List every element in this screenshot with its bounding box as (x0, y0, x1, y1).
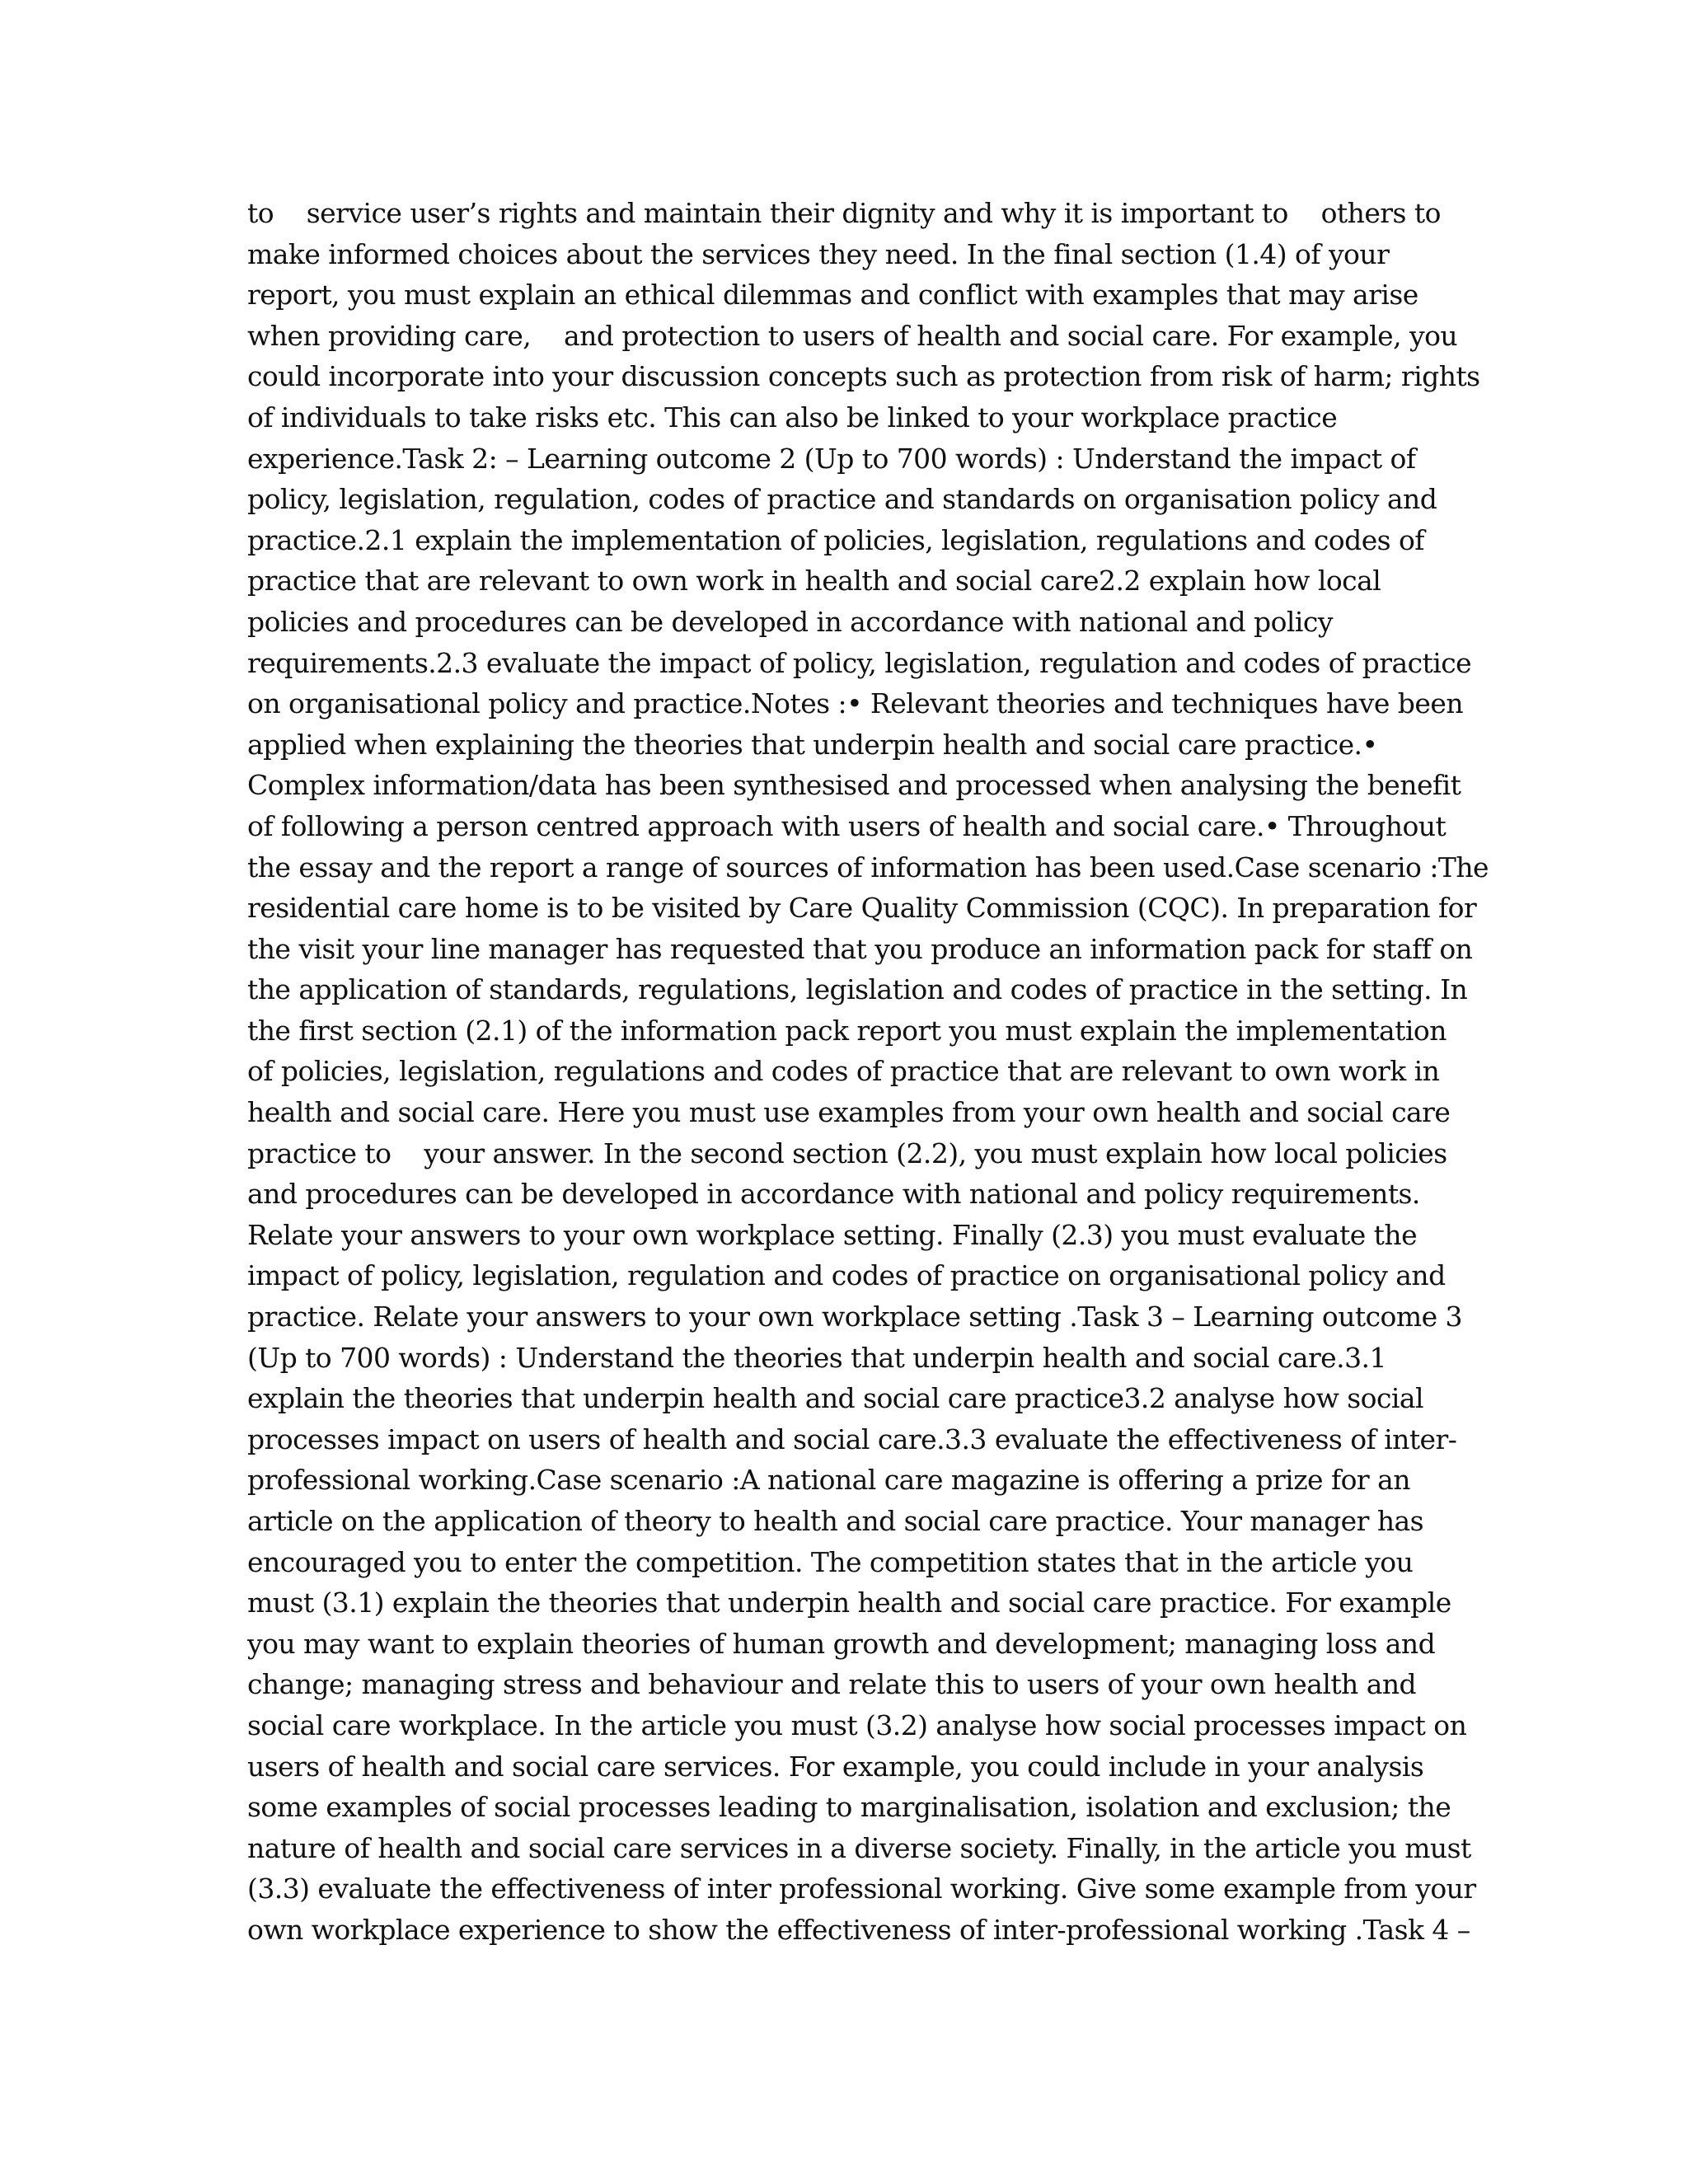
text-line: practice to your answer. In the second section (2.2), you must explain how local policies (247, 1137, 1447, 1169)
text-line: the visit your line manager has requested that you produce an information pack for staff on (247, 932, 1473, 965)
text-line: policy, legislation, regulation, codes of practice and standards on organisation policy and (247, 483, 1437, 516)
text-line: own workplace experience to show the effectiveness of inter-professional working .Task 4 – (247, 1913, 1470, 1946)
text-line: processes impact on users of health and social care.3.3 evaluate the effectiveness of inter- (247, 1422, 1457, 1455)
text-line: on organisational policy and practice.Notes :• Relevant theories and techniques have been (247, 687, 1464, 720)
text-line: the essay and the report a range of sources of information has been used.Case scenario :The (247, 851, 1489, 883)
text-line: of policies, legislation, regulations and codes of practice that are relevant to own work in (247, 1055, 1440, 1088)
text-line: professional working.Case scenario :A national care magazine is offering a prize for an (247, 1464, 1410, 1497)
text-line: (3.3) evaluate the effectiveness of inter professional working. Give some example from your (247, 1872, 1476, 1905)
text-line (247, 1951, 1442, 1992)
body-text (247, 193, 1489, 1991)
text-line: article on the application of theory to health and social care practice. Your manager has (247, 1505, 1424, 1537)
text-line: explain the theories that underpin health and social care practice3.2 analyse how social (247, 1382, 1424, 1415)
text-line: must (3.1) explain the theories that underpin health and social care practice. For example (247, 1586, 1451, 1619)
text-line: users of health and social care services. For example, you could include in your analysis (247, 1750, 1424, 1783)
text-line: practice that are relevant to own work in health and social care2.2 explain how local (247, 565, 1381, 598)
text-line: could incorporate into your discussion concepts such as protection from risk of harm; rights (247, 360, 1480, 393)
text-line: nature of health and social care services in a diverse society. Finally, in the article you must (247, 1831, 1471, 1864)
text-line: residential care home is to be visited by Care Quality Commission (CQC). In preparation for (247, 892, 1477, 925)
text-line: the application of standards, regulations, legislation and codes of practice in the setting. In (247, 973, 1468, 1006)
text-line: report, you must explain an ethical dilemmas and conflict with examples that may arise (247, 279, 1418, 312)
text-line: encouraged you to enter the competition. The competition states that in the article you (247, 1545, 1414, 1578)
text-line: Complex information/data has been synthesised and processed when analysing the benefit (247, 769, 1461, 802)
text-line: of following a person centred approach with users of health and social care.• Throughout (247, 809, 1447, 842)
text-line: practice. Relate your answers to your own workplace setting .Task 3 – Learning outcome 3 (247, 1301, 1462, 1333)
text-line: when providing care, and protection to users of health and social care. For example, you (247, 319, 1458, 352)
text-line: change; managing stress and behaviour and relate this to users of your own health and (247, 1668, 1417, 1701)
text-line: you may want to explain theories of human growth and development; managing loss and (247, 1627, 1436, 1660)
text-line: health and social care. Here you must use examples from your own health and social care (247, 1096, 1451, 1129)
text-line: impact of policy, legislation, regulation and codes of practice on organisational policy and (247, 1259, 1446, 1292)
text-line: social care workplace. In the article you must (3.2) analyse how social processes impact on (247, 1708, 1467, 1741)
text-line: and procedures can be developed in accordance with national and policy requirements. (247, 1178, 1420, 1211)
text-line: applied when explaining the theories that underpin health and social care practice.• (247, 728, 1378, 761)
text-line: practice.2.1 explain the implementation of policies, legislation, regulations and codes of (247, 523, 1424, 556)
text-line: policies and procedures can be developed in accordance with national and policy (247, 605, 1333, 638)
text-line: the first section (2.1) of the information pack report you must explain the implementation (247, 1014, 1447, 1047)
text-line: (Up to 700 words) : Understand the theories that underpin health and social care.3.1 (247, 1341, 1386, 1374)
text-line: requirements.2.3 evaluate the impact of policy, legislation, regulation and codes of practice (247, 646, 1472, 679)
text-line: experience.Task 2: – Learning outcome 2 (Up to 700 words) : Understand the impact of (247, 442, 1416, 475)
text-line: some examples of social processes leading to marginalisation, isolation and exclusion; the (247, 1791, 1451, 1824)
text-line: make informed choices about the services they need. In the final section (1.4) of your (247, 237, 1390, 270)
text-line: Relate your answers to your own workplace setting. Finally (2.3) you must evaluate the (247, 1218, 1418, 1251)
text-line: to service user’s rights and maintain their dignity and why it is important to others to (247, 197, 1441, 229)
text-line: of individuals to take risks etc. This can also be linked to your workplace practice (247, 401, 1338, 434)
